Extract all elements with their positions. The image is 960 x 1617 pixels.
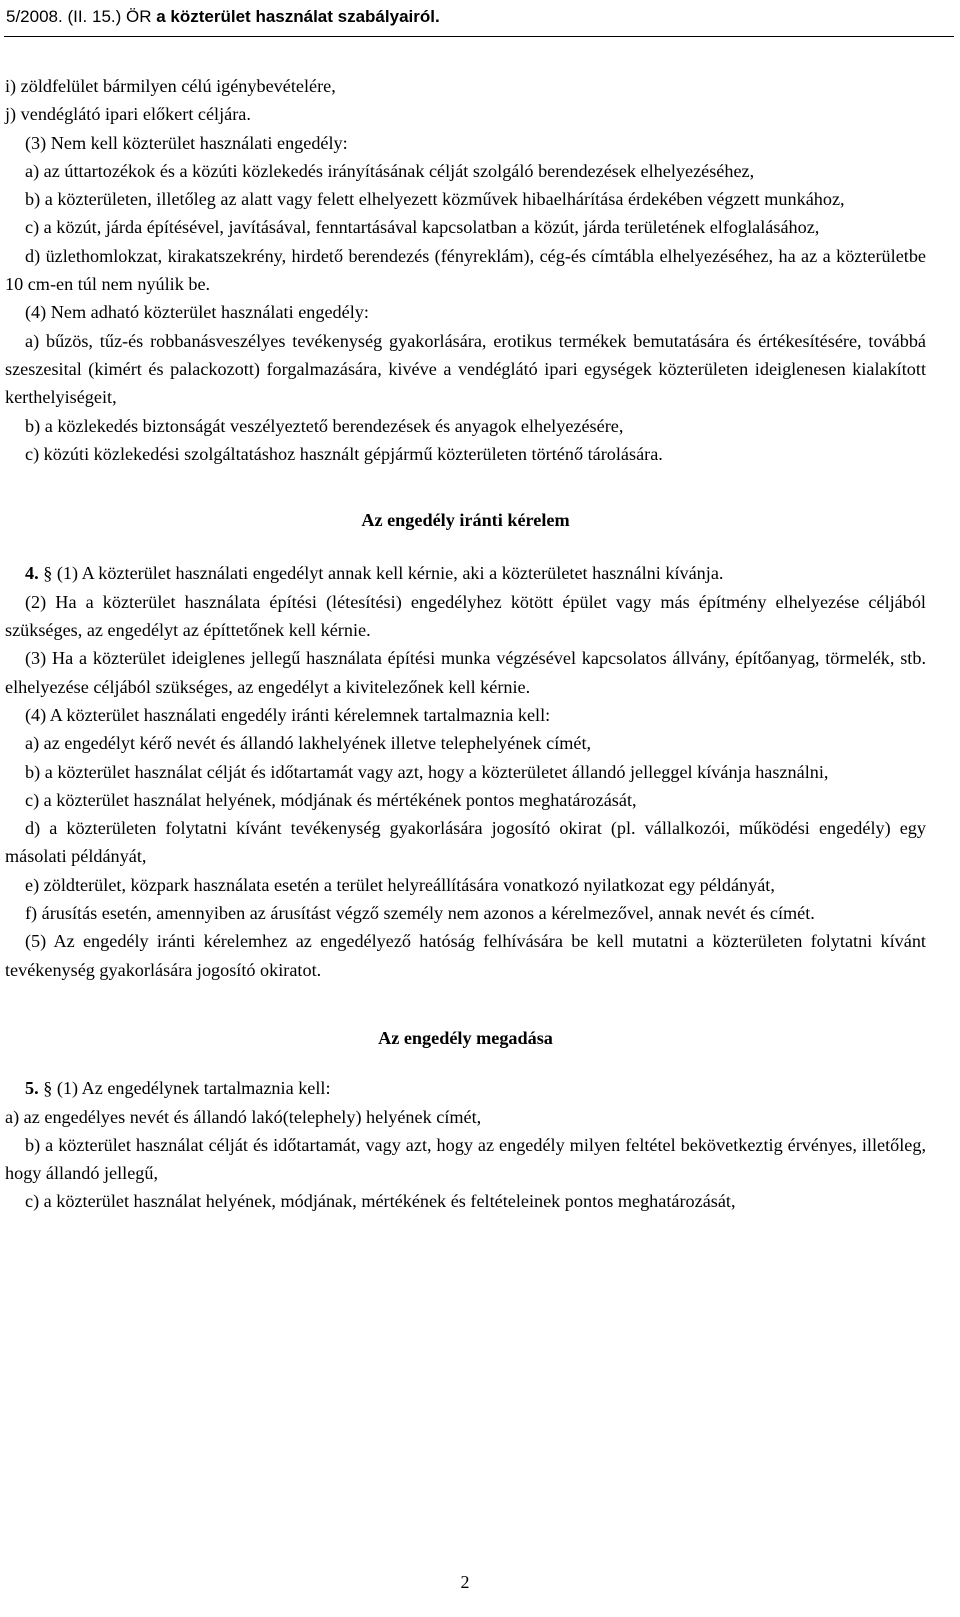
paragraph: f) árusítás esetén, amennyiben az árusítást végző személy nem azonos a kérelmezővel, annak nevét és címét.: [25, 903, 815, 924]
paragraph: (5) Az engedély iránti kérelemhez az engedélyező hatóság felhívására be kell mutatni a közterületen folytatni kívánt tevékenység gyakorlására jogosító okiratot.: [5, 931, 926, 980]
paragraph: d) a közterületen folytatni kívánt tevékenység gyakorlására jogosító okirat (pl. vállalkozói, működési engedély) egy másolati példányát,: [5, 818, 926, 867]
regulation-title: a közterület használat szabályairól.: [156, 7, 440, 26]
paragraph: (2) Ha a közterület használata építési (létesítési) engedélyhez kötött épület vagy más építmény elhelyezése céljából szükséges, az engedélyt az építtetőnek kell kérnie.: [5, 591, 926, 641]
paragraph: b) a közterületen, illetőleg az alatt vagy felett elhelyezett közművek hibaelhárítása érdekében végzett munkához,: [25, 189, 845, 210]
paragraph: b) a közterület használat célját és időtartamát, vagy azt, hogy az engedély milyen feltétel bekövetkeztig érvényes, illetőleg, hogy állandó jellegű,: [5, 1134, 926, 1184]
section-heading: Az engedély megadása: [378, 1027, 553, 1048]
paragraph: c) közúti közlekedési szolgáltatáshoz használt gépjármű közterületen történő tárolására.: [25, 443, 663, 464]
section-text: § (1) A közterület használati engedélyt annak kell kérnie, aki a közterületet használni kívánja.: [43, 563, 724, 584]
section-number: 5.: [25, 1078, 39, 1099]
paragraph: a) az engedélyes nevét és állandó lakó(telephely) helyének címét,: [5, 1106, 482, 1127]
paragraph: (4) Nem adható közterület használati engedély:: [25, 302, 369, 323]
paragraph: c) a közterület használat helyének, módjának, mértékének és feltételeinek pontos meghatározását,: [25, 1191, 736, 1212]
paragraph: a) bűzös, tűz-és robbanásveszélyes tevékenység gyakorlására, erotikus termékek bemutatására és értékesítésére, továbbá szeszesital (kimért és palackozott) forgalmazására, kivéve a vendéglátó ipari egységek közterületen ideiglenesen kialakított kerthelyiségeit,: [5, 330, 926, 408]
paragraph: c) a közterület használat helyének, módjának és mértékének pontos meghatározását,: [25, 789, 637, 810]
section-4-first-paragraph: [5, 559, 926, 587]
document-body: [5, 72, 926, 1216]
section-heading: Az engedély iránti kérelem: [361, 510, 570, 531]
paragraph: j) vendéglátó ipari előkert céljára.: [5, 104, 251, 125]
page-number: 2: [460, 1572, 470, 1592]
paragraph: a) az engedélyt kérő nevét és állandó lakhelyének illetve telephelyének címét,: [25, 733, 592, 754]
paragraph: e) zöldterület, közpark használata esetén a terület helyreállítására vonatkozó nyilatkozat egy példányát,: [25, 874, 775, 895]
paragraph: (4) A közterület használati engedély iránti kérelemnek tartalmaznia kell:: [25, 704, 551, 725]
paragraph: (3) Nem kell közterület használati engedély:: [25, 132, 348, 153]
section-5-first-paragraph: [5, 1074, 926, 1102]
section-number: 4.: [25, 563, 39, 584]
paragraph: b) a közlekedés biztonságát veszélyeztető berendezések és anyagok elhelyezésére,: [25, 415, 624, 436]
section-text: § (1) Az engedélynek tartalmaznia kell:: [43, 1078, 331, 1099]
paragraph: d) üzlethomlokzat, kirakatszekrény, hirdető berendezés (fényreklám), cég-és címtábla elhelyezéséhez, ha az a közterületbe 10 cm-en túl nem nyúlik be.: [5, 245, 926, 295]
paragraph: b) a közterület használat célját és időtartamát vagy azt, hogy a közterületet állandó jelleggel kívánja használni,: [25, 761, 829, 782]
header-divider: [4, 36, 954, 37]
paragraph: a) az úttartozékok és a közúti közlekedés irányításának célját szolgáló berendezések elhelyezéséhez,: [25, 160, 755, 181]
regulation-reference: 5/2008. (II. 15.) ÖR: [6, 7, 152, 26]
paragraph: (3) Ha a közterület ideiglenes jellegű használata építési munka végzésével kapcsolatos állvány, építőanyag, törmelék, stb. elhelyezése céljából szükséges, az engedélyt a kivitelezőnek kell kérnie.: [5, 648, 926, 697]
paragraph: c) a közút, járda építésével, javításával, fenntartásával kapcsolatban a közút, járda területének elfoglalásához,: [25, 217, 820, 238]
page-header: [6, 6, 440, 28]
paragraph: i) zöldfelület bármilyen célú igénybevételére,: [5, 76, 336, 96]
